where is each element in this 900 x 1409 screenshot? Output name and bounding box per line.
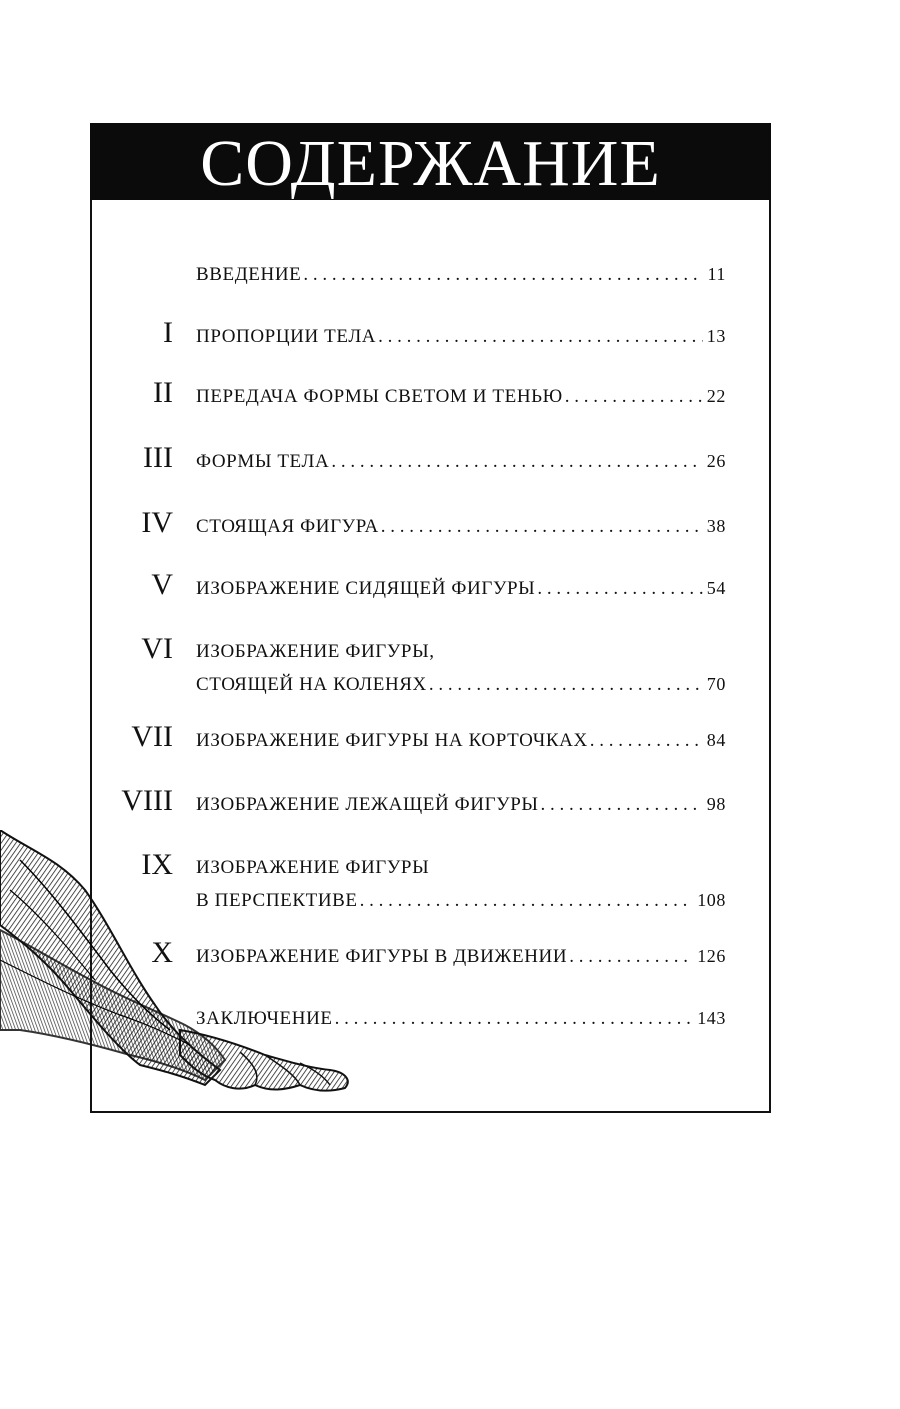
page-number: 26 <box>706 451 726 471</box>
leader-dots <box>537 577 702 601</box>
toc-entry-title: ЗАКЛЮЧЕНИЕ <box>196 1008 333 1029</box>
toc-entry-title: ПЕРЕДАЧА ФОРМЫ СВЕТОМ И ТЕНЬЮ <box>196 386 563 407</box>
leader-dots <box>429 673 703 697</box>
toc-entry-line <box>196 262 726 287</box>
chapter-numeral: V <box>151 568 173 601</box>
toc-entry-line <box>196 384 726 409</box>
toc-entry-line <box>196 324 726 349</box>
leader-dots <box>381 515 703 539</box>
page-number: 98 <box>706 794 726 814</box>
page-number: 126 <box>697 946 726 966</box>
toc-entry-title: ИЗОБРАЖЕНИЕ ФИГУРЫ НА КОРТОЧКАХ <box>196 730 588 751</box>
toc-entry-line <box>196 728 726 753</box>
toc-entry-title: ИЗОБРАЖЕНИЕ ЛЕЖАЩЕЙ ФИГУРЫ <box>196 794 539 815</box>
toc-entry-title: В ПЕРСПЕКТИВЕ <box>196 890 358 911</box>
page-number: 54 <box>706 578 726 598</box>
toc-entry-line <box>196 640 726 664</box>
page-number: 70 <box>706 674 726 694</box>
toc-entry-title: ВВЕДЕНИЕ <box>196 264 302 285</box>
page-number: 38 <box>706 516 726 536</box>
chapter-numeral: IX <box>141 848 173 881</box>
chapter-numeral: VII <box>131 720 173 753</box>
leader-dots <box>541 793 703 817</box>
toc-entry-line <box>196 576 726 601</box>
toc-entry-title: ИЗОБРАЖЕНИЕ ФИГУРЫ, <box>196 641 435 662</box>
toc-entry-title: ПРОПОРЦИИ ТЕЛА <box>196 326 377 347</box>
toc-entry-line <box>196 792 726 817</box>
leader-dots <box>378 325 703 349</box>
page-number: 143 <box>697 1008 726 1028</box>
page-number: 22 <box>706 386 726 406</box>
leader-dots <box>360 889 694 913</box>
page-number: 11 <box>707 264 726 284</box>
chapter-numeral: VIII <box>121 784 173 817</box>
toc-entry-title: СТОЯЩЕЙ НА КОЛЕНЯХ <box>196 674 427 695</box>
toc-entry-title: ФОРМЫ ТЕЛА <box>196 451 330 472</box>
leader-dots <box>303 263 703 287</box>
toc-entry-line <box>196 514 726 539</box>
toc-entry-line <box>196 672 726 697</box>
chapter-numeral: X <box>151 936 173 969</box>
chapter-numeral: II <box>153 376 173 409</box>
toc-entry-line <box>196 449 726 474</box>
page-number: 108 <box>697 890 726 910</box>
toc-entry-title: ИЗОБРАЖЕНИЕ ФИГУРЫ <box>196 857 430 878</box>
leader-dots <box>335 1007 694 1031</box>
leader-dots <box>331 450 702 474</box>
title-bar <box>90 123 771 200</box>
chapter-numeral: VI <box>141 632 173 665</box>
toc-entry-title: ИЗОБРАЖЕНИЕ СИДЯЩЕЙ ФИГУРЫ <box>196 578 536 599</box>
chapter-numeral: I <box>163 316 173 349</box>
page-number: 13 <box>706 326 726 346</box>
toc-entry-title: СТОЯЩАЯ ФИГУРА <box>196 516 379 537</box>
page-title: СОДЕРЖАНИЕ <box>200 126 661 200</box>
leader-dots <box>569 945 693 969</box>
arm-sketch-icon <box>0 830 370 1100</box>
page-number: 84 <box>706 730 726 750</box>
toc-entry-title: ИЗОБРАЖЕНИЕ ФИГУРЫ В ДВИЖЕНИИ <box>196 946 568 967</box>
leader-dots <box>590 729 703 753</box>
chapter-numeral: III <box>143 441 173 474</box>
chapter-numeral: IV <box>141 506 173 539</box>
leader-dots <box>565 385 703 409</box>
